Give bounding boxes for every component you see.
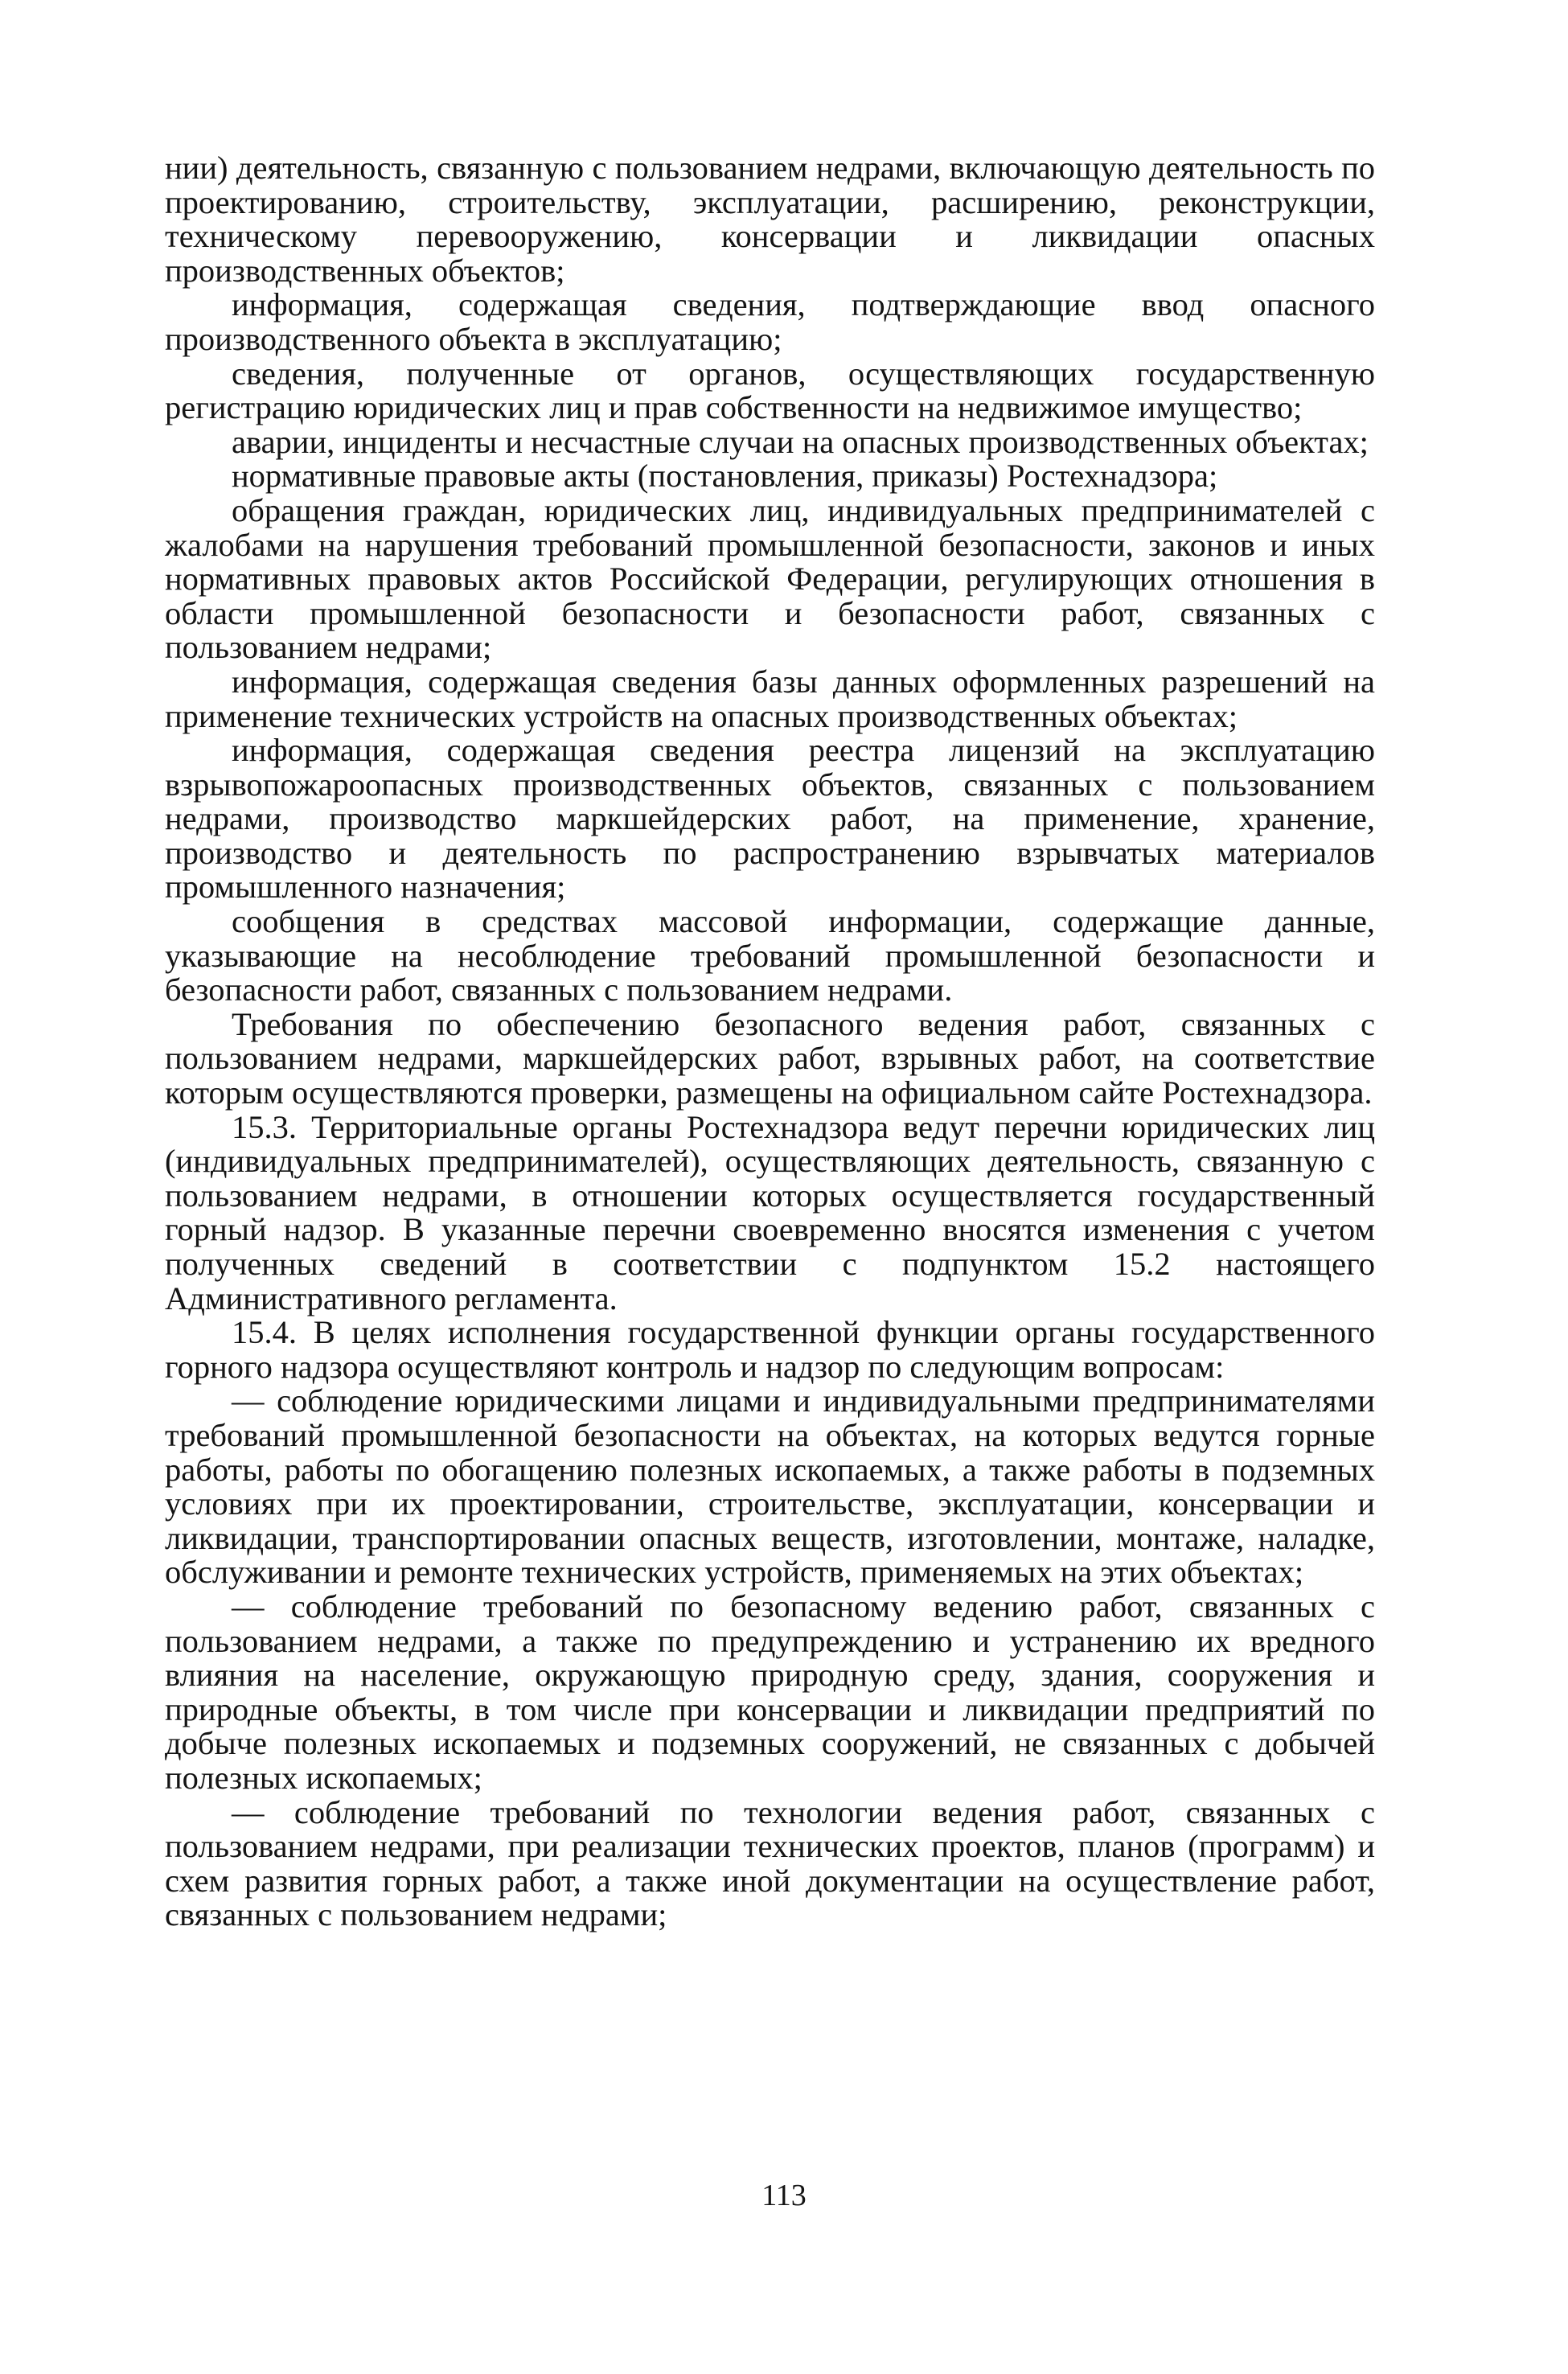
- paragraph-continuation: нии) деятельность, связанную с пользованием недрами, включающую деятельность по проектированию, строительству, эксплуатации, расширению, реконструкции, техническому перевооружению, консервации и ликвидации опасных производственных объектов;: [165, 150, 1375, 289]
- paragraph-15-3: 15.3. Территориальные органы Ростехнадзора ведут перечни юридических лиц (индивидуальных предпринимателей), осуществляющих деятельность, связанную с пользованием недрами, в отношении которых осуществляется государственный горный надзор. В указанные перечни своевременно вносятся изменения с учетом полученных сведений в соответствии с подпунктом 15.2 настоящего Административного регламента.: [165, 1108, 1375, 1316]
- paragraph: сведения, полученные от органов, осуществляющих государственную регистрацию юридических лиц и прав собственности на недвижимое имущество;: [165, 355, 1375, 426]
- paragraph: сообщения в средствах массовой информации, содержащие данные, указывающие на несоблюдение требований промышленной безопасности и безопасности работ, связанных с пользованием недрами.: [165, 903, 1375, 1008]
- document-page: [165, 151, 1375, 1932]
- list-item: — соблюдение требований по безопасному ведению работ, связанных с пользованием недрами, а также по предупреждению и устранению их вредного влияния на население, окружающую природную среду, здания, сооружения и природные объекты, в том числе при консервации и ликвидации предприятий по добыче полезных ископаемых и подземных сооружений, не связанных с добычей полезных ископаемых;: [165, 1587, 1375, 1796]
- paragraph: обращения граждан, юридических лиц, индивидуальных предпринимателей с жалобами на нарушения требований промышленной безопасности, законов и иных нормативных правовых актов Российской Федерации, регулирующих отношения в области промышленной безопасности и безопасности работ, связанных с пользованием недрами;: [165, 491, 1375, 666]
- paragraph-15-4: 15.4. В целях исполнения государственной функции органы государственного горного надзора осуществляют контроль и надзор по следующим вопросам:: [165, 1314, 1375, 1385]
- page-number: 113: [761, 2179, 807, 2212]
- list-item: — соблюдение юридическими лицами и индивидуальными предпринимателями требований промышленной безопасности на объектах, на которых ведутся горные работы, работы по обогащению полезных ископаемых, а также работы в подземных условиях при их проектировании, строительстве, эксплуатации, консервации и ликвидации, транспортировании опасных веществ, изготовлении, монтаже, наладке, обслуживании и ремонте технических устройств, применяемых на этих объектах;: [165, 1382, 1375, 1591]
- paragraph: информация, содержащая сведения базы данных оформленных разрешений на применение технических устройств на опасных производственных объектах;: [165, 663, 1375, 734]
- paragraph: Требования по обеспечению безопасного ведения работ, связанных с пользованием недрами, маркшейдерских работ, взрывных работ, на соответствие которым осуществляются проверки, размещены на официальном сайте Ростехнадзора.: [165, 1005, 1375, 1111]
- paragraph: аварии, инциденты и несчастные случаи на опасных производственных объектах;: [232, 423, 1369, 460]
- paragraph: информация, содержащая сведения реестра лицензий на эксплуатацию взрывопожароопасных производственных объектов, связанных с пользованием недрами, производство маркшейдерских работ, на применение, хранение, производство и деятельность по распространению взрывчатых материалов промышленного назначения;: [165, 732, 1375, 906]
- paragraph: информация, содержащая сведения, подтверждающие ввод опасного производственного объекта в эксплуатацию;: [165, 286, 1375, 357]
- list-item: — соблюдение требований по технологии ведения работ, связанных с пользованием недрами, при реализации технических проектов, планов (программ) и схем развития горных работ, а также иной документации на осуществление работ, связанных с пользованием недрами;: [165, 1793, 1375, 1933]
- paragraph: нормативные правовые акты (постановления, приказы) Ростехнадзора;: [232, 458, 1218, 495]
